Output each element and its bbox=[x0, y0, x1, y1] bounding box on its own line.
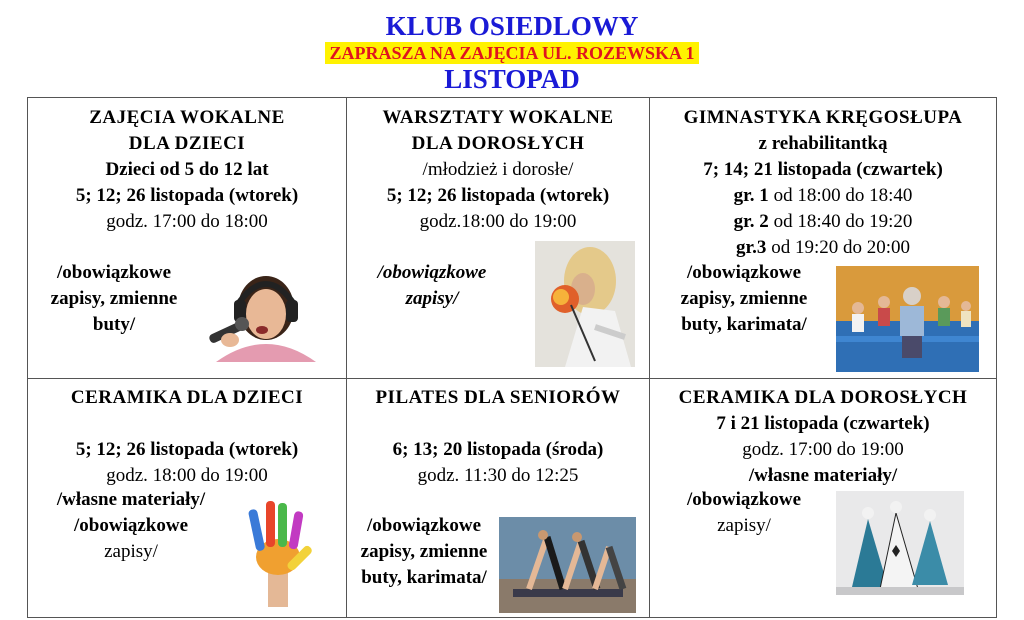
group-3: gr.3 od 19:20 do 20:00 bbox=[735, 237, 910, 258]
page-header bbox=[0, 10, 1024, 94]
dates: 7 i 21 listopada (czwartek) bbox=[716, 413, 930, 434]
cell-ceramics-adults bbox=[650, 379, 996, 617]
dates: 5; 12; 26 listopada (wtorek) bbox=[75, 439, 299, 460]
note: /obowiązkowe zapisy, zmienne buty/ bbox=[50, 262, 178, 335]
materials-note: /własne materiały/ bbox=[748, 465, 898, 486]
time: godz. 17:00 do 19:00 bbox=[742, 439, 904, 460]
age-info: /młodzież i dorosłe/ bbox=[422, 159, 574, 180]
cell-title: WARSZTATY WOKALNE bbox=[382, 107, 614, 128]
cell-pilates bbox=[347, 379, 649, 617]
dates: 5; 12; 26 listopada (wtorek) bbox=[75, 185, 299, 206]
painted-hand-image bbox=[238, 499, 318, 607]
schedule-table bbox=[27, 97, 997, 618]
time: godz.18:00 do 19:00 bbox=[419, 211, 577, 232]
cell-title: CERAMIKA DLA DZIECI bbox=[70, 387, 304, 408]
group-1: gr. 1 od 18:00 do 18:40 bbox=[733, 185, 913, 206]
cell-title: DLA DOROSŁYCH bbox=[411, 133, 585, 154]
girl-singing-image bbox=[196, 268, 321, 362]
time: godz. 18:00 do 19:00 bbox=[106, 465, 268, 486]
note: /obowiązkowe zapisy/ bbox=[377, 262, 487, 309]
cell-title: CERAMIKA DLA DOROSŁYCH bbox=[678, 387, 968, 408]
cell-title: PILATES DLA SENIORÓW bbox=[375, 387, 621, 408]
cell-title: ZAJĘCIA WOKALNE bbox=[89, 107, 285, 128]
cell-subtitle: z rehabilitantką bbox=[758, 133, 888, 154]
cell-title: GIMNASTYKA KRĘGOSŁUPA bbox=[683, 107, 963, 128]
note: /obowiązkowe zapisy, zmienne buty, karimata/ bbox=[680, 262, 808, 335]
group-2: gr. 2 od 18:40 do 19:20 bbox=[733, 211, 913, 232]
note: /obowiązkowe zapisy, zmienne buty, karimata/ bbox=[360, 515, 488, 588]
note: /obowiązkowe zapisy/ bbox=[687, 489, 801, 536]
dates: 7; 14; 21 listopada (czwartek) bbox=[703, 159, 943, 180]
note: /własne materiały/ /obowiązkowe zapisy/ bbox=[56, 489, 206, 562]
time: godz. 11:30 do 12:25 bbox=[417, 465, 579, 486]
age-info: Dzieci od 5 do 12 lat bbox=[105, 159, 269, 180]
pilates-image bbox=[499, 517, 636, 613]
seniors-exercise-image bbox=[836, 266, 979, 372]
dates: 6; 13; 20 listopada (środa) bbox=[392, 439, 604, 460]
time: godz. 17:00 do 18:00 bbox=[106, 211, 268, 232]
invitation-subtitle: ZAPRASZA NA ZAJĘCIA UL. ROZEWSKA 1 bbox=[325, 42, 698, 64]
cell-title: DLA DZIECI bbox=[128, 133, 246, 154]
ceramic-figures-image bbox=[836, 491, 964, 595]
cell-spine-gym bbox=[650, 98, 996, 378]
woman-singer-image bbox=[535, 241, 635, 367]
cell-vocal-adults bbox=[347, 98, 649, 378]
cell-vocal-kids bbox=[28, 98, 346, 378]
club-title: KLUB OSIEDLOWY bbox=[385, 11, 639, 41]
cell-ceramics-kids bbox=[28, 379, 346, 617]
month-title: LISTOPAD bbox=[444, 64, 580, 94]
dates: 5; 12; 26 listopada (wtorek) bbox=[386, 185, 610, 206]
